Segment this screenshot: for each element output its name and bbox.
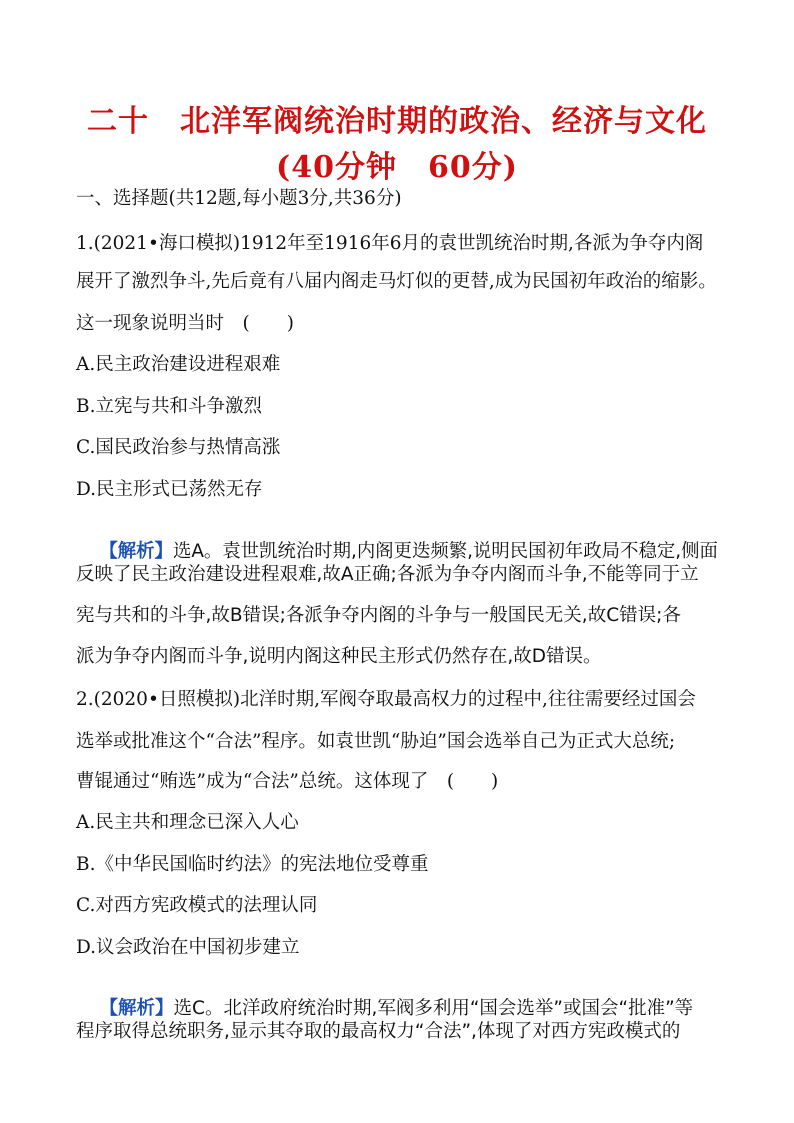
analysis-label: 【解析】: [99, 997, 174, 1019]
q2-stem-line1: 2.(2020•日照模拟)北洋时期,军阀夺取最高权力的过程中,往往需要经过国会: [76, 689, 696, 710]
q2-analysis-text: 选C。北洋政府统治时期,军阀多利用“国会选举”或国会“批准”等: [173, 997, 694, 1019]
q1-analysis-text: 选A。袁世凯统治时期,内阁更迭频繁,说明民国初年政局不稳定,侧面: [172, 540, 718, 562]
q2-option-d: D.议会政治在中国初步建立: [76, 937, 300, 958]
q1-option-b: B.立宪与共和斗争激烈: [76, 396, 262, 417]
q1-analysis-line2: 反映了民主政治建设进程艰难,故A正确;各派为争夺内阁而斗争,不能等同于立: [76, 564, 699, 585]
q2-stem-line3: 曹锟通过“贿选”成为“合法”总统。这体现了 ( ): [76, 771, 499, 792]
q2-analysis-line2: 程序取得总统职务,显示其夺取的最高权力“合法”,体现了对西方宪政模式的: [76, 1021, 681, 1042]
q2-option-a: A.民主共和理念已深入人心: [76, 812, 299, 833]
q1-stem-line1: 1.(2021•海口模拟)1912年至1916年6月的袁世凯统治时期,各派为争夺内阁: [76, 233, 704, 254]
q2-option-b: B.《中华民国临时约法》的宪法地位受尊重: [76, 854, 429, 875]
q1-analysis-line3: 宪与共和的斗争,故B错误;各派争夺内阁的斗争与一般国民无关,故C错误;各: [76, 605, 681, 626]
q1-option-d: D.民主形式已荡然无存: [76, 479, 263, 500]
q2-option-c: C.对西方宪政模式的法理认同: [76, 895, 318, 916]
q1-analysis-line4: 派为争夺内阁而斗争,说明内阁这种民主形式仍然存在,故D错误。: [76, 646, 602, 667]
q1-option-c: C.国民政治参与热情高涨: [76, 437, 281, 458]
q1-stem-line2: 展开了激烈争斗,先后竟有八届内阁走马灯似的更替,成为民国初年政治的缩影。: [76, 271, 717, 292]
page-subtitle: (40分钟 60分): [276, 150, 518, 185]
q1-stem-line3: 这一现象说明当时 ( ): [76, 313, 294, 334]
section-heading: 一、选择题(共12题,每小题3分,共36分): [76, 188, 402, 209]
analysis-label: 【解析】: [99, 540, 173, 562]
q1-option-a: A.民主政治建设进程艰难: [76, 354, 281, 375]
q2-stem-line2: 选举或批准这个“合法”程序。如袁世凯“胁迫”国会选举自己为正式大总统;: [76, 731, 676, 752]
page-title: 二十 北洋军阀统治时期的政治、经济与文化: [87, 104, 707, 139]
